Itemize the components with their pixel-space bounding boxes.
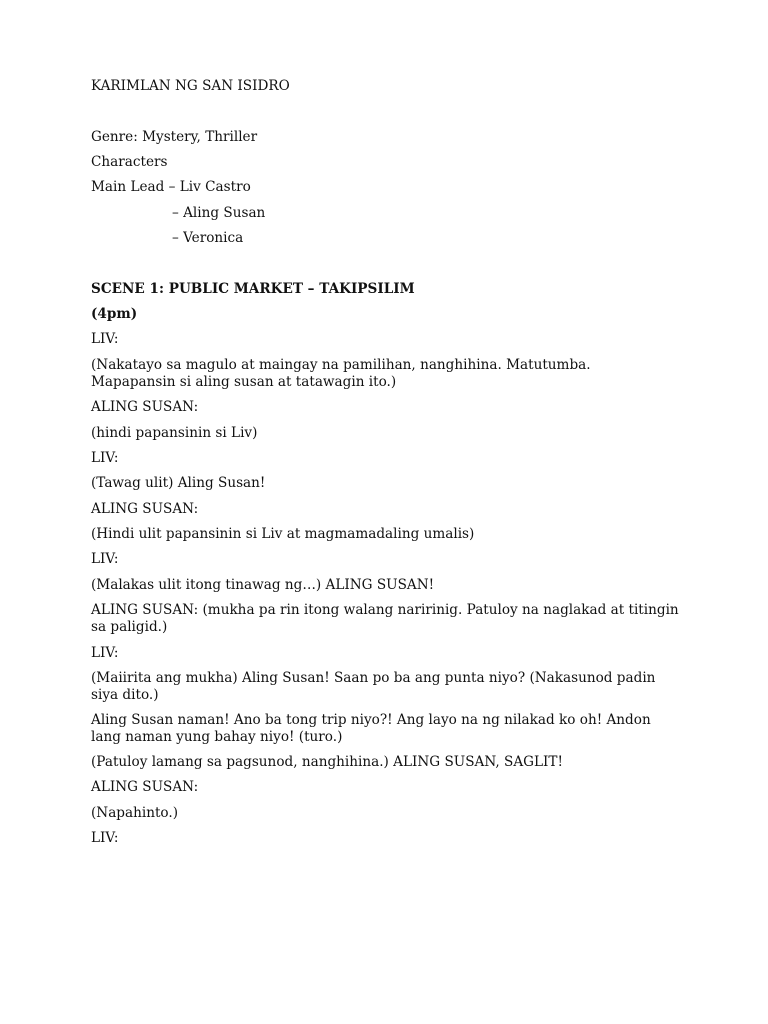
stage-direction: (Nakatayo sa magulo at maingay na pamilihan, nanghihina. Matutumba. Mapapansin si aling susan at tatawagin ito.) [91, 357, 591, 390]
dialogue-line: (Patuloy lamang sa pagsunod, nanghihina.) ALING SUSAN, SAGLIT! [91, 754, 563, 770]
stage-direction: (Hindi ulit papansinin si Liv at magmamadaling umalis) [91, 526, 475, 542]
dialogue-line: (Malakas ulit itong tinawag ng…) ALING SUSAN! [91, 577, 435, 593]
scene-heading: SCENE 1: PUBLIC MARKET – TAKIPSILIM [91, 281, 415, 297]
speaker-aling-susan: ALING SUSAN: [91, 399, 199, 415]
cast-member-veronica: – Veronica [172, 230, 244, 246]
genre-line: Genre: Mystery, Thriller [91, 129, 258, 145]
document-title: KARIMLAN NG SAN ISIDRO [91, 78, 290, 94]
speaker-liv: LIV: [91, 551, 119, 567]
dialogue-line: Aling Susan naman! Ano ba tong trip niyo?! Ang layo na ng nilakad ko oh! Andon lang naman yung bahay niyo! (turo.) [91, 712, 651, 745]
scene-time: (4pm) [91, 306, 138, 322]
cast-member-aling-susan: – Aling Susan [172, 205, 266, 221]
speaker-aling-susan: ALING SUSAN: [91, 779, 199, 795]
dialogue-line: (Tawag ulit) Aling Susan! [91, 475, 266, 491]
dialogue-line: (Maiirita ang mukha) Aling Susan! Saan po ba ang punta niyo? (Nakasunod padin siya dito.) [91, 670, 656, 703]
speaker-aling-susan: ALING SUSAN: [91, 501, 199, 517]
speaker-aling-susan-action: ALING SUSAN: (mukha pa rin itong walang naririnig. Patuloy na naglakad at titingin sa paligid.) [91, 602, 679, 635]
stage-direction: (hindi papansinin si Liv) [91, 425, 258, 441]
main-lead-line: Main Lead – Liv Castro [91, 179, 251, 195]
speaker-liv: LIV: [91, 331, 119, 347]
speaker-liv: LIV: [91, 450, 119, 466]
stage-direction: (Napahinto.) [91, 805, 178, 821]
characters-heading: Characters [91, 154, 168, 170]
speaker-liv: LIV: [91, 645, 119, 661]
speaker-liv: LIV: [91, 830, 119, 846]
